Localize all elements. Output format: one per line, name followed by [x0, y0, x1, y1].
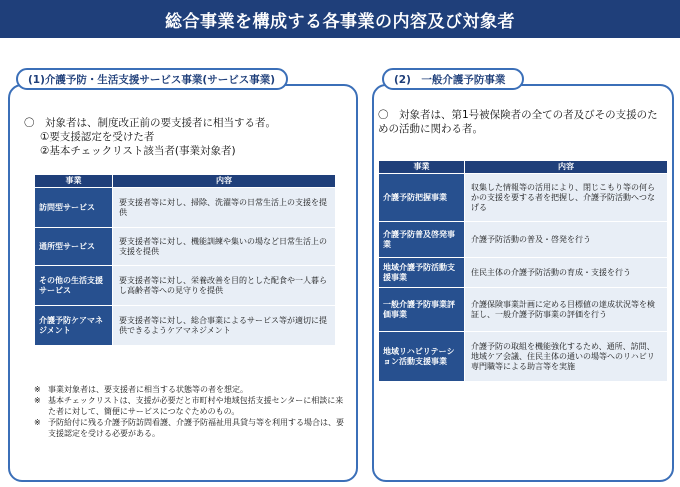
business-name: 介護予防ケアマネジメント [35, 306, 113, 346]
service-business-heading: (1)介護予防・生活支援サービス事業(サービス事業) [16, 68, 288, 90]
general-prevention-target-text: 〇 対象者は、第1号被保険者の全ての者及びその支援のための活動に関わる者。 [378, 109, 658, 135]
footnote [34, 395, 350, 417]
footnote [34, 384, 350, 395]
business-name: 一般介護予防事業評価事業 [379, 288, 465, 332]
table-row [35, 188, 336, 228]
business-content: 介護保険事業計画に定める目標値の達成状況等を検証し、一般介護予防事業の評価を行う [465, 288, 668, 332]
table-row [379, 258, 668, 288]
note-mark: ※ [34, 396, 41, 405]
note-mark: ※ [34, 385, 41, 394]
business-content: 要支援者等に対し、掃除、洗濯等の日常生活上の支援を提供 [113, 188, 336, 228]
business-name: 地域リハビリテーション活動支援事業 [379, 332, 465, 382]
table-row [379, 222, 668, 258]
general-prevention-table [378, 160, 668, 382]
business-name: 介護予防普及啓発事業 [379, 222, 465, 258]
business-content: 介護予防活動の普及・啓発を行う [465, 222, 668, 258]
footnote [34, 417, 350, 439]
business-name: 地域介護予防活動支援事業 [379, 258, 465, 288]
service-business-table [34, 174, 336, 346]
column-header-business: 事業 [35, 175, 113, 188]
business-content: 要支援者等に対し、機能訓練や集いの場など日常生活上の支援を提供 [113, 228, 336, 266]
column-header-business: 事業 [379, 161, 465, 174]
business-content: 要支援者等に対し、総合事業によるサービス等が適切に提供できるようケアマネジメント [113, 306, 336, 346]
target-item: ①要支援認定を受けた者 [40, 131, 155, 143]
note-text: 事業対象者は、要支援者に相当する状態等の者を想定。 [48, 385, 248, 394]
service-business-target-text [24, 116, 344, 158]
note-mark: ※ [34, 418, 41, 427]
business-name: 介護予防把握事業 [379, 174, 465, 222]
footnotes [34, 384, 350, 439]
column-header-content: 内容 [465, 161, 668, 174]
business-content: 介護予防の取組を機能強化するため、通所、訪問、地域ケア会議、住民主体の通いの場等へのリハビリ専門職等による助言等を実施 [465, 332, 668, 382]
target-item: ②基本チェックリスト該当者(事業対象者) [40, 145, 236, 157]
business-name: 通所型サービス [35, 228, 113, 266]
table-row [35, 228, 336, 266]
business-content: 住民主体の介護予防活動の育成・支援を行う [465, 258, 668, 288]
note-text: 予防給付に残る介護予防訪問看護、介護予防福祉用具貸与等を利用する場合は、要支援認定を受ける必要がある。 [48, 418, 344, 438]
business-name: 訪問型サービス [35, 188, 113, 228]
table-row [35, 266, 336, 306]
business-content: 要支援者等に対し、栄養改善を目的とした配食や一人暮らし高齢者等への見守りを提供 [113, 266, 336, 306]
column-header-content: 内容 [113, 175, 336, 188]
title-bar [0, 0, 680, 38]
general-prevention-heading: (2) 一般介護予防事業 [382, 68, 524, 90]
business-name: その他の生活支援サービス [35, 266, 113, 306]
note-text: 基本チェックリストは、支援が必要だと市町村や地域包括支援センターに相談に来た者に対して、簡便にサービスにつなぐためのもの。 [48, 396, 344, 416]
target-lead: 〇 対象者は、制度改正前の要支援者に相当する者。 [24, 117, 276, 129]
table-row [35, 306, 336, 346]
table-row [379, 332, 668, 382]
page-title: 総合事業を構成する各事業の内容及び対象者 [165, 11, 515, 32]
business-content: 収集した情報等の活用により、閉じこもり等の何らかの支援を要する者を把握し、介護予防活動へつなげる [465, 174, 668, 222]
table-row [379, 288, 668, 332]
table-row [379, 174, 668, 222]
